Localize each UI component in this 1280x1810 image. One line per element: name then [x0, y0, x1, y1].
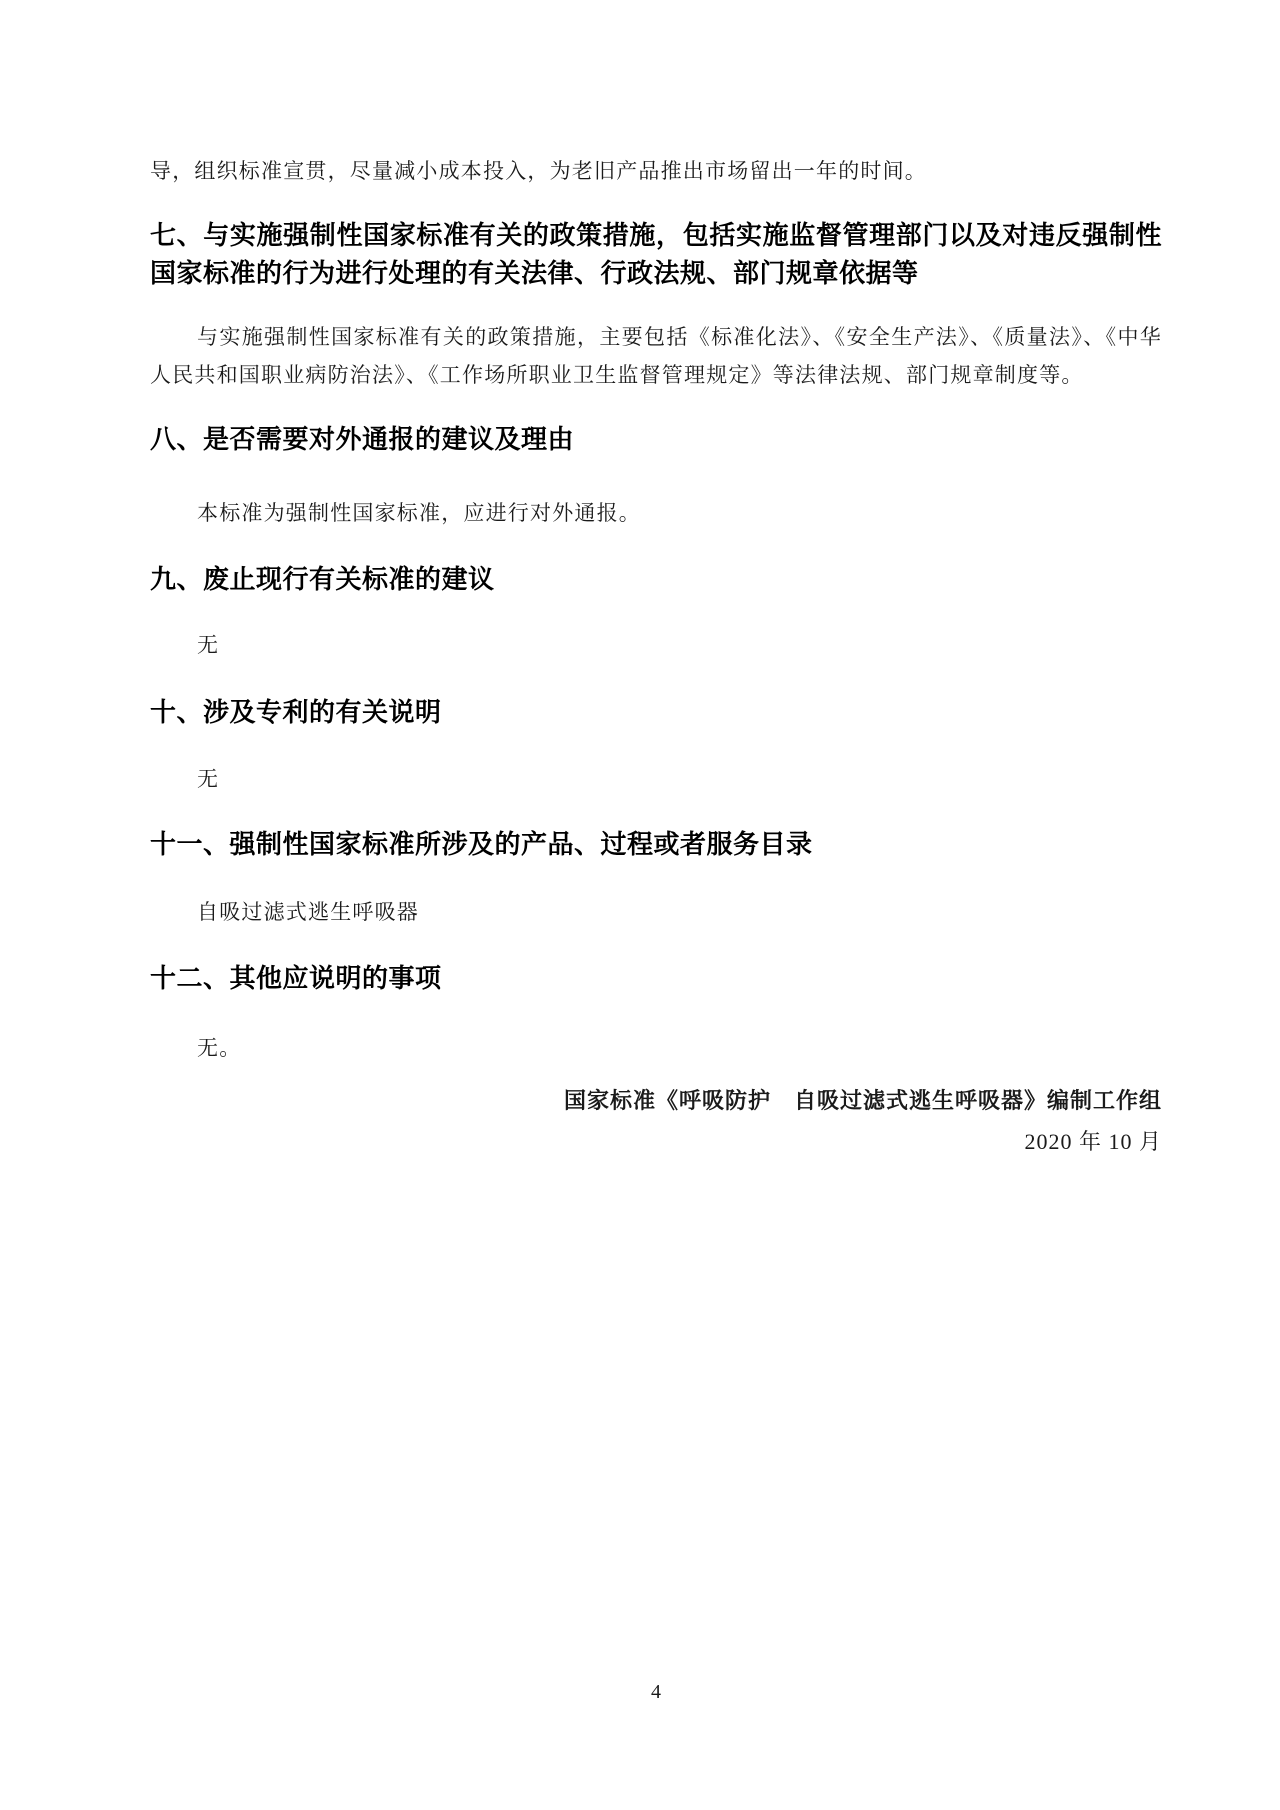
section-heading-10: 十、涉及专利的有关说明 — [150, 697, 442, 727]
section-heading-12: 十二、其他应说明的事项 — [150, 963, 442, 993]
section-paragraph-7: 与实施强制性国家标准有关的政策措施，主要包括《标准化法》、《安全生产法》、《质量法》、《中华人民共和国职业病防治法》、《工作场所职业卫生监督管理规定》等法律法规、部门规章制度等。 — [150, 325, 1162, 387]
section-heading-9: 九、废止现行有关标准的建议 — [150, 564, 495, 594]
signature-date: 2020 年 10 月 — [1024, 1129, 1162, 1154]
page-number: 4 — [651, 1681, 661, 1703]
section-paragraph-10: 无 — [197, 767, 220, 791]
section-paragraph-8: 本标准为强制性国家标准，应进行对外通报。 — [197, 501, 641, 525]
section-paragraph-12: 无。 — [197, 1036, 242, 1060]
paragraph-continuation: 导，组织标准宣贯，尽量减小成本投入，为老旧产品推出市场留出一年的时间。 — [150, 159, 927, 183]
signature-working-group: 国家标准《呼吸防护 自吸过滤式逃生呼吸器》编制工作组 — [563, 1088, 1162, 1113]
section-heading-8: 八、是否需要对外通报的建议及理由 — [150, 424, 575, 454]
section-paragraph-9: 无 — [197, 633, 220, 657]
section-heading-11: 十一、强制性国家标准所涉及的产品、过程或者服务目录 — [150, 829, 813, 859]
section-paragraph-11: 自吸过滤式逃生呼吸器 — [197, 900, 419, 924]
section-heading-7: 七、与实施强制性国家标准有关的政策措施，包括实施监督管理部门以及对违反强制性国家标准的行为进行处理的有关法律、行政法规、部门规章依据等 — [150, 220, 1162, 288]
document-content — [150, 0, 1162, 1810]
